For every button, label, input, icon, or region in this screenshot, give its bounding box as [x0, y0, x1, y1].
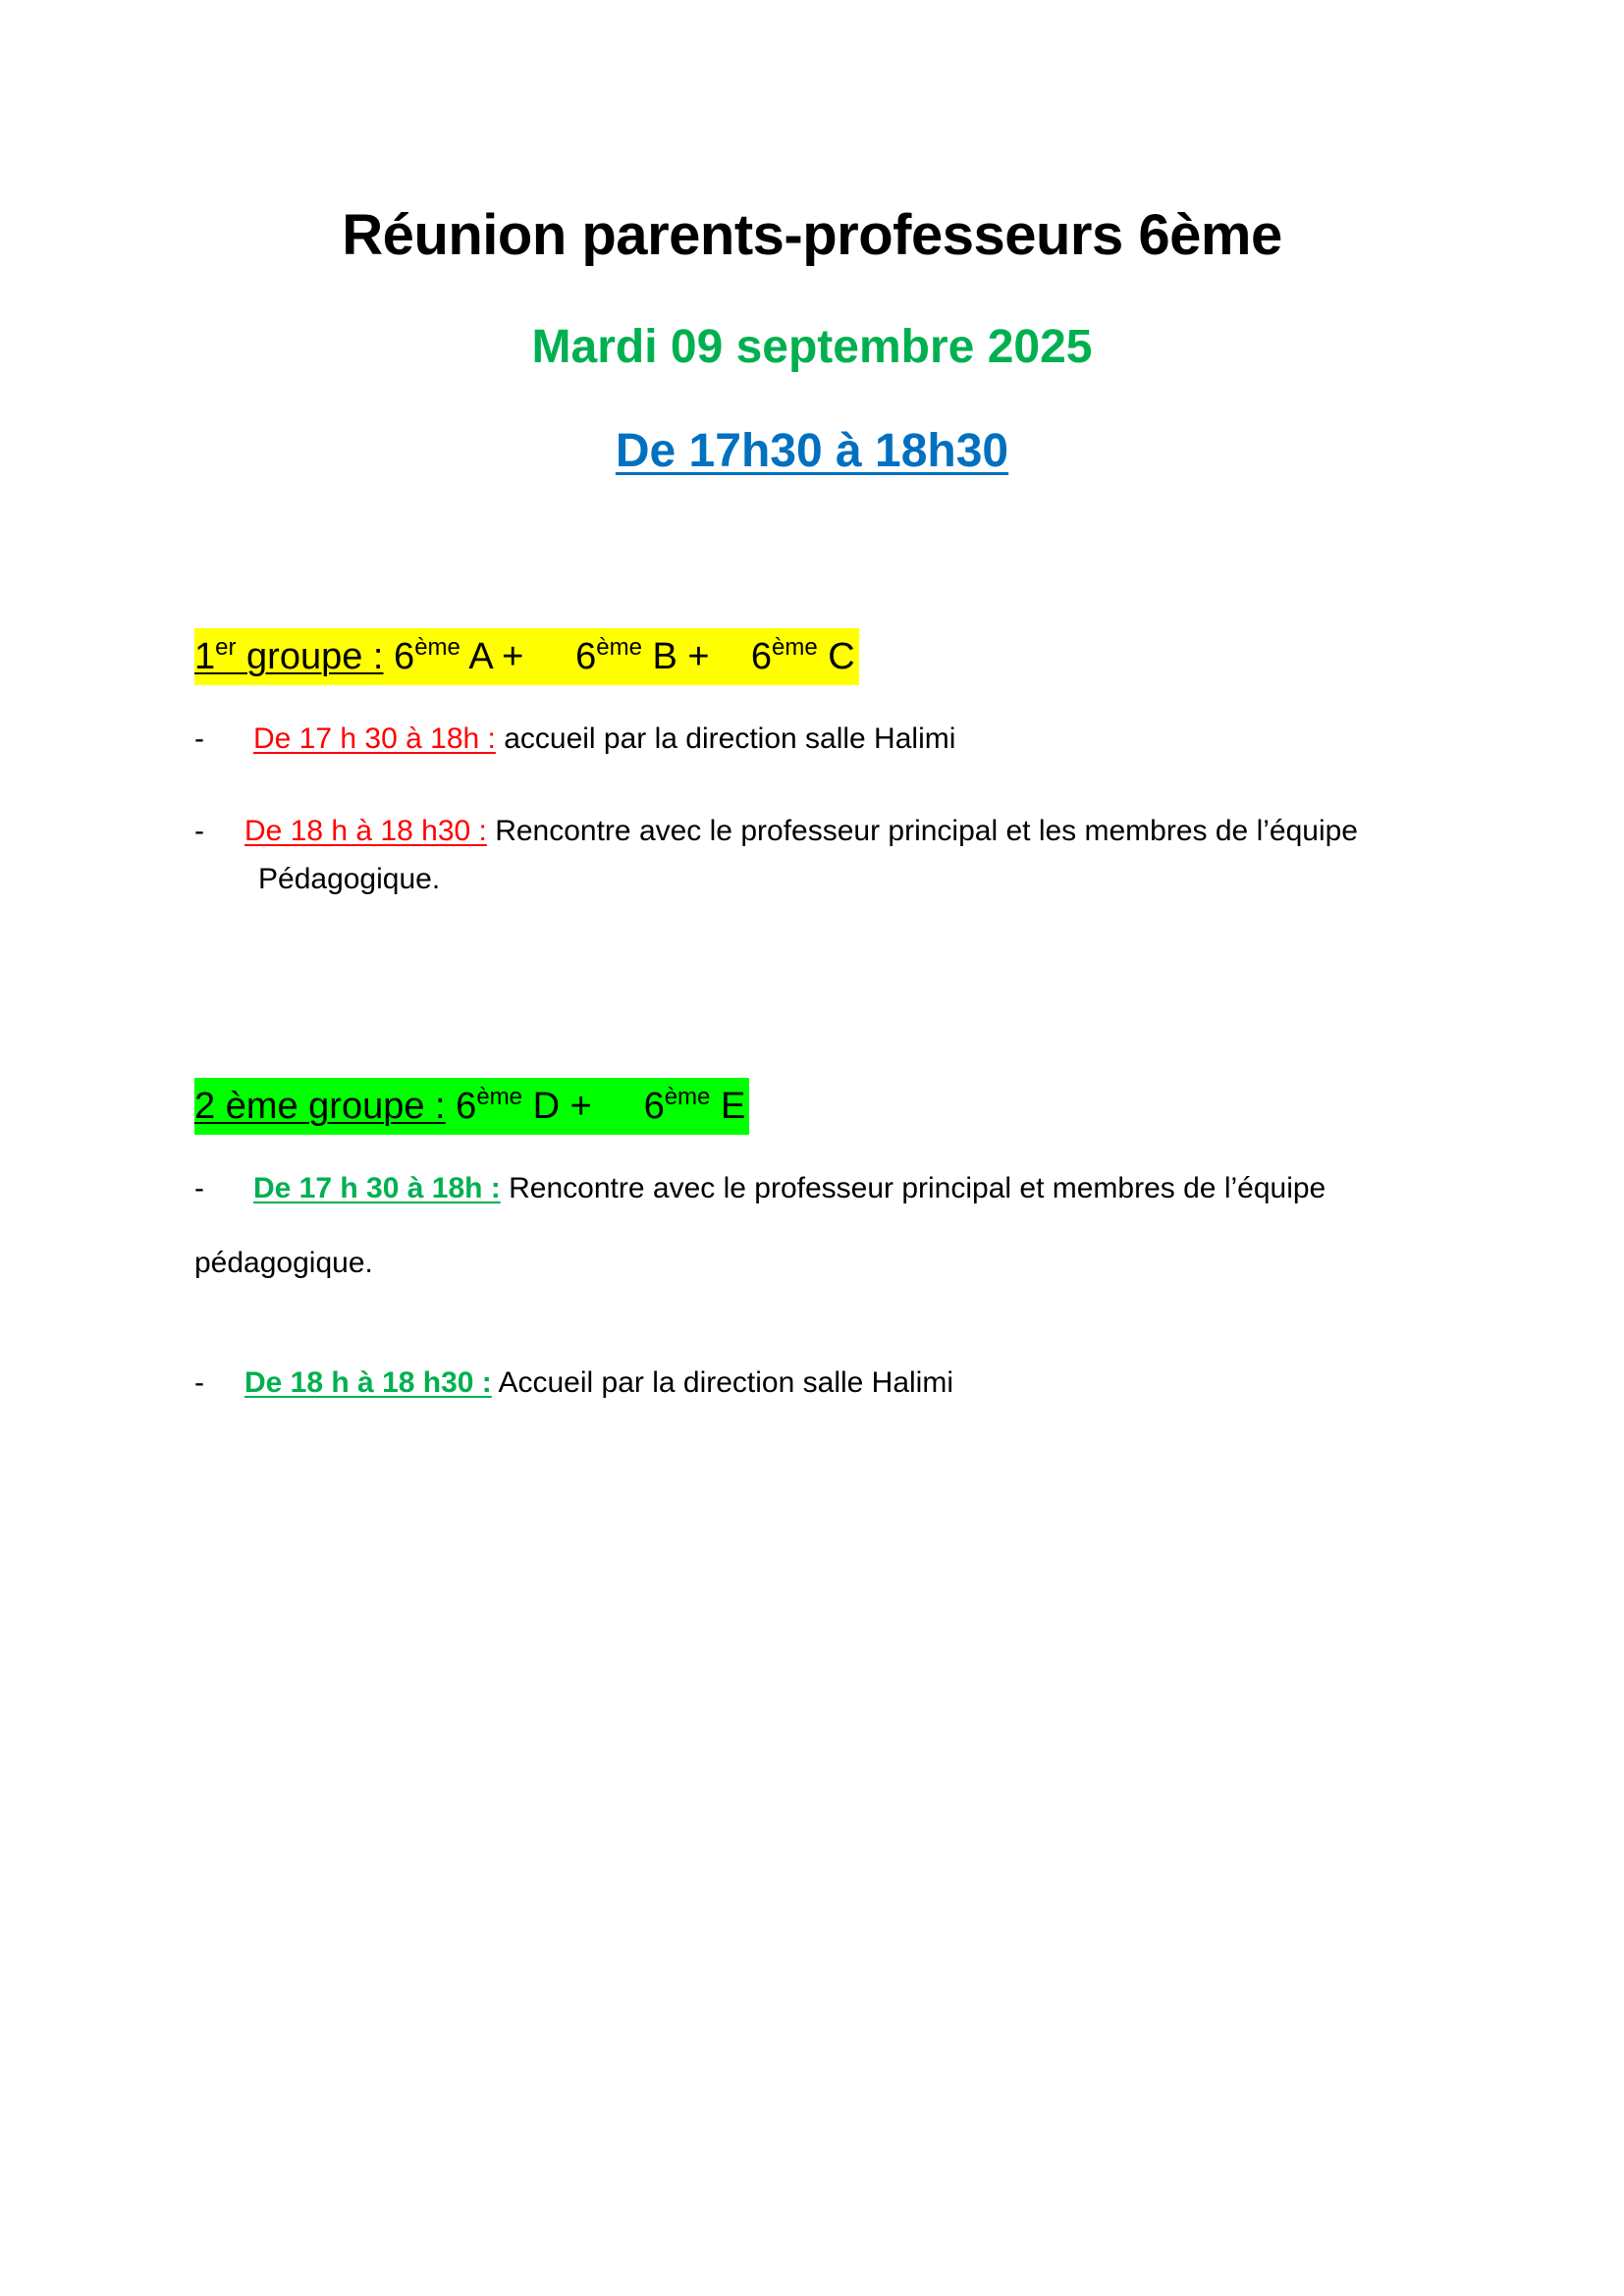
item-text: Rencontre avec le professeur principal et membres de l’équipe — [500, 1172, 1326, 1204]
list-item — [253, 1169, 1326, 1208]
group-1-class-a: 6ème A + — [394, 634, 524, 677]
list-dash: - — [194, 1366, 204, 1399]
group-2-label: 2 ème groupe : — [194, 1086, 446, 1127]
group-2-class-d: 6ème D + — [456, 1084, 592, 1127]
group-1-label: 1er groupe : — [194, 634, 384, 677]
meeting-time — [0, 422, 1624, 481]
list-dash: - — [194, 1172, 204, 1204]
group-1-heading — [194, 628, 859, 685]
item-text: accueil par la direction salle Halimi — [495, 722, 956, 755]
list-item — [253, 720, 955, 759]
group-2-heading — [194, 1078, 749, 1135]
list-item — [244, 812, 1358, 851]
group-1-class-b: 6ème B + — [575, 634, 710, 677]
list-dash: - — [194, 722, 204, 755]
item-time: De 17 h 30 à 18h : — [253, 722, 496, 755]
group-2-class-e: 6ème E — [643, 1084, 746, 1127]
list-item — [244, 1363, 953, 1403]
meeting-date: Mardi 09 septembre 2025 — [531, 321, 1093, 373]
group-1-class-c: 6ème C — [750, 634, 855, 677]
item-text: Accueil par la direction salle Halimi — [491, 1366, 953, 1399]
item-continuation: pédagogique. — [194, 1247, 373, 1279]
item-time: De 17 h 30 à 18h : — [253, 1172, 501, 1204]
meeting-time-text: De 17h30 à 18h30 — [615, 425, 1009, 477]
item-text: Rencontre avec le professeur principal et les membres de l’équipe — [486, 815, 1358, 847]
item-continuation: Pédagogique. — [258, 863, 441, 895]
list-dash: - — [194, 815, 204, 847]
item-time: De 18 h à 18 h30 : — [244, 1366, 492, 1399]
item-time: De 18 h à 18 h30 : — [244, 815, 487, 847]
page-title: Réunion parents-professeurs 6ème — [342, 203, 1282, 267]
